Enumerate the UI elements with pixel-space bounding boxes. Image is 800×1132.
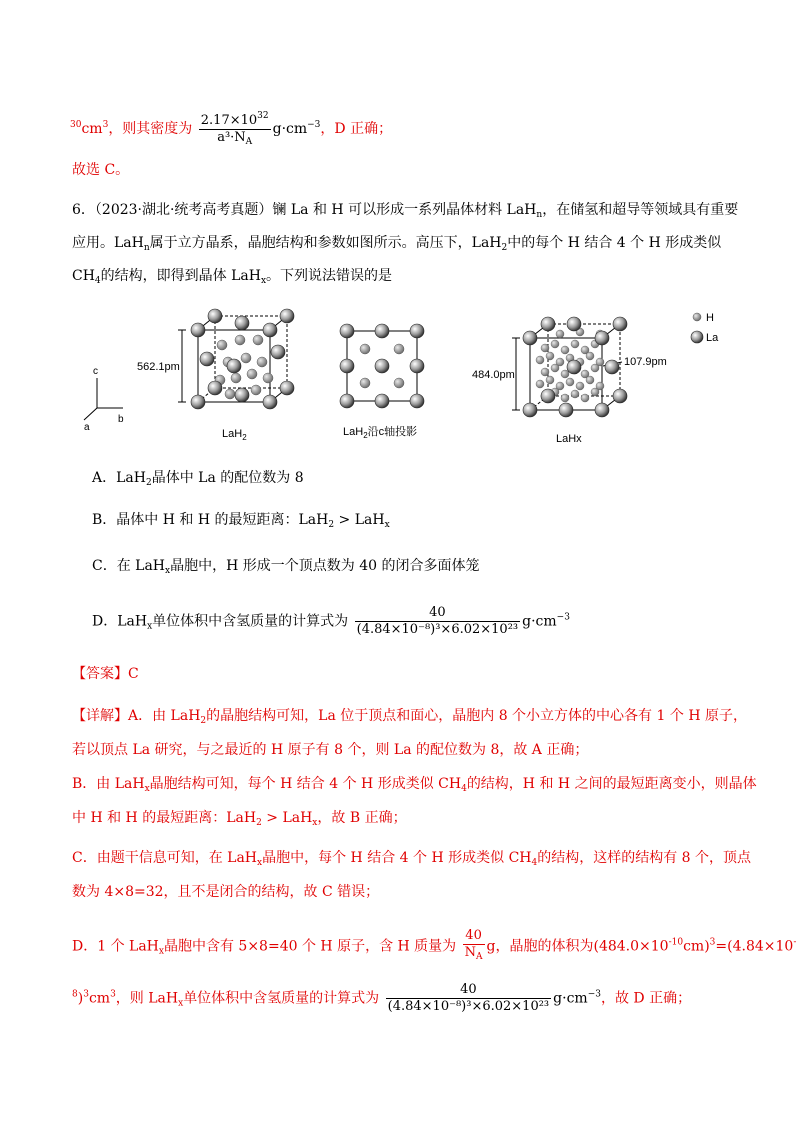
explain-d2-a-sup: 8 (72, 989, 78, 1000)
projection-caption-sub: 2 (363, 431, 368, 440)
projection-caption-b: 沿c轴投影 (367, 426, 418, 438)
option-d-unit-sup: −3 (556, 612, 570, 623)
explain-b1-a: B．由 LaH (72, 776, 145, 792)
choose-line: 故选 C。 (72, 162, 130, 178)
option-c-label: C． (92, 558, 117, 574)
density-unit-sup: −3 (307, 120, 321, 130)
explain-a-line2: 若以顶点 La 研究，与之最近的 H 原子有 8 个，则 La 的配位数为 8，故 A 正确； (72, 742, 589, 758)
option-d-text: 单位体积中含氢质量的计算式为 (152, 613, 349, 630)
question-line-3 (72, 266, 392, 291)
question-line2-c: 中的每个 H 结合 4 个 H 形成类似 (507, 235, 722, 251)
option-b-compare: > LaH (334, 512, 385, 528)
explain-d2-d: 单位体积中含氢质量的计算式为 (183, 990, 380, 1007)
explain-d2-a: ) (77, 990, 84, 1007)
explain-d1-sup3: - (793, 937, 797, 948)
explain-d2-b: cm (88, 990, 111, 1007)
explain-d1-sub: x (158, 946, 164, 957)
legend-la-label: La (706, 332, 719, 344)
legend-h-label: H (706, 312, 714, 324)
explain-b2-sub: 2 (256, 818, 262, 828)
explain-b2-a: 中 H 和 H 的最短距离：LaH (72, 810, 257, 826)
explain-d1-a: D．1 个 LaH (72, 938, 159, 955)
density-numerator: 2.17×10 (200, 113, 258, 128)
option-c-sub: x (165, 566, 171, 576)
lahx-hh-distance-label: 107.9pm (624, 356, 667, 368)
explain-d1-b: 晶胞中含有 5×8=40 个 H 原子，含 H 质量为 (163, 938, 457, 955)
header-tail: ，D 正确； (320, 121, 393, 137)
lahx-param-label: 484.0pm (472, 369, 515, 381)
explain-d1-fraction (463, 928, 485, 965)
axis-c-label: c (93, 366, 98, 377)
explain-d2-sub: x (178, 998, 184, 1009)
explain-c1-sub: x (257, 858, 263, 868)
lah2-unit-cell (137, 309, 294, 442)
explain-d1-sup2: 3 (709, 937, 716, 948)
lahx-la-atoms (523, 317, 627, 417)
lah2-caption-sub: 2 (242, 433, 247, 442)
header-prefix-sup2: 3 (102, 120, 109, 130)
explain-d2-sup2: 3 (83, 989, 89, 1000)
density-denominator: a³·N (217, 130, 246, 145)
question-line2-b: 属于立方晶系，晶胞结构和参数如图所示。高压下，LaH (149, 235, 502, 251)
explain-a1-sub: 2 (200, 716, 207, 726)
explain-a-line1 (72, 706, 747, 731)
explain-d2-num: 40 (386, 982, 552, 999)
axis-b-label: b (118, 414, 124, 425)
question-line1-tail: ，在储氢和超导等领域具有重要 (542, 202, 739, 218)
explain-c1-a: C．由题干信息可知，在 LaH (72, 850, 258, 866)
option-b-label: B． (92, 512, 117, 528)
explain-d1-d: cm) (683, 938, 710, 955)
legend (691, 312, 719, 344)
density-fraction (199, 108, 271, 150)
explain-d1-den: N (464, 945, 477, 960)
header-prefix-sup: 30 (70, 120, 82, 130)
question-line1-text: 6．（2023·湖北·统考高考真题）镧 La 和 H 可以形成一系列晶体材料 LaH (72, 202, 537, 218)
explain-b1-b: 晶胞结构可知，每个 H 结合 4 个 H 形成类似 CH (149, 776, 462, 792)
explain-b-line2 (72, 808, 407, 833)
option-b-text: 晶体中 H 和 H 的最短距离：LaH (116, 512, 329, 528)
explain-d2-unit: g·cm (553, 990, 588, 1007)
question-line2-sub2: 2 (501, 243, 508, 253)
explain-c1-c: 的结构，这样的结构有 8 个，顶点 (537, 850, 752, 866)
question-line3-sub2: x (260, 276, 267, 286)
option-c-text: 晶胞中，H 形成一个顶点数为 40 的闭合多面体笼 (170, 558, 480, 574)
explain-d2-sup3: 3 (110, 989, 116, 1000)
question-line2-sub: n (143, 243, 150, 253)
explain-b2-c: ，故 B 正确； (317, 810, 407, 826)
explain-b1-sub: x (144, 784, 150, 794)
explain-d2-den: (4.84×10⁻⁸)³×6.02×10²³ (387, 999, 550, 1014)
option-a-text: 晶体中 La 的配位数为 8 (151, 470, 304, 486)
explain-c1-b: 晶胞中，每个 H 结合 4 个 H 形成类似 CH (262, 850, 532, 866)
density-den-sub: A (245, 137, 253, 147)
explain-d1-e: =(4.84×10 (715, 938, 794, 955)
projection-la-atoms (340, 324, 424, 408)
lah2-caption-text: LaH (222, 428, 243, 440)
explain-b1-c: 的结构，H 和 H 之间的最短距离变小，则晶体 (466, 776, 757, 792)
option-c-formula: 在 LaH (116, 558, 166, 574)
explain-d2-e: ，故 D 正确； (600, 990, 692, 1007)
explain-a1: 【详解】A．由 LaH (72, 708, 201, 724)
question-line3-a: CH (72, 268, 95, 284)
option-a-sub: 2 (145, 478, 152, 488)
explain-a1-b: 的晶胞结构可知，La 位于顶点和面心，晶胞内 8 个小立方体的中心各有 1 个 H 原子， (206, 708, 747, 724)
option-d-unit: g·cm (522, 613, 557, 630)
explain-d-line1 (72, 928, 796, 965)
lah2-param-label: 562.1pm (137, 361, 180, 373)
explain-b1-sub2: 4 (461, 784, 467, 794)
explain-c-line1 (72, 848, 751, 873)
explain-d2-c: ，则 LaH (115, 990, 179, 1007)
option-a-label: A． (92, 470, 117, 486)
option-d-fraction (355, 605, 521, 638)
question-line3-sub: 4 (94, 276, 101, 286)
explain-c1-sub2: 4 (531, 858, 538, 868)
explain-d1-den-sub: A (476, 952, 483, 962)
option-d-sub: x (147, 621, 153, 632)
question-line3-b: 的结构，即得到晶体 LaH (100, 268, 261, 284)
lah2-projection (340, 324, 424, 440)
option-a (92, 468, 304, 493)
projection-caption-a: LaH (343, 426, 364, 438)
answer-line: 【答案】C (72, 666, 139, 682)
lahx-unit-cell (472, 317, 667, 445)
explain-b-line1 (72, 774, 757, 799)
option-d-label: D． (92, 613, 118, 630)
option-d-den: (4.84×10⁻⁸)³×6.02×10²³ (356, 622, 519, 637)
explain-b2-sub2: x (312, 818, 318, 828)
explain-d1-sup: -10 (668, 937, 684, 948)
option-c (92, 556, 479, 581)
explain-d2-unit-sup: −3 (587, 989, 601, 1000)
header-lead: ，则其密度为 (108, 121, 193, 137)
explain-d-line2 (72, 982, 691, 1015)
option-a-formula: LaH (116, 470, 146, 486)
explain-d2-fraction (386, 982, 552, 1015)
explain-c-line2: 数为 4×8=32，且不是闭合的结构，故 C 错误； (72, 884, 380, 900)
option-b (92, 510, 390, 535)
question-line2-a: 应用。LaH (72, 235, 144, 251)
question-line3-c: 。下列说法错误的是 (266, 268, 393, 284)
explain-d1-c: g，晶胞的体积为(484.0×10 (486, 938, 669, 955)
crystal-figure (0, 300, 800, 450)
density-num-sup: 32 (257, 111, 269, 121)
explain-d1-num: 40 (463, 928, 485, 945)
option-b-sub2: x (384, 520, 390, 530)
density-unit: g·cm (272, 121, 308, 137)
lah2-caption (222, 428, 247, 442)
question-line-1 (72, 200, 738, 225)
explain-b2-b: > LaH (261, 810, 313, 826)
option-b-sub: 2 (328, 520, 335, 530)
option-d-num: 40 (355, 605, 521, 622)
option-d-formula: LaH (117, 613, 148, 630)
axis-a-label: a (84, 422, 90, 433)
header-prefix: cm (81, 121, 103, 137)
question-line-2 (72, 233, 721, 258)
lahx-caption: LaHx (556, 433, 582, 445)
question-line1-sub: n (536, 210, 543, 220)
header-density-line (70, 108, 392, 150)
option-d (92, 605, 570, 638)
projection-caption (343, 424, 417, 440)
